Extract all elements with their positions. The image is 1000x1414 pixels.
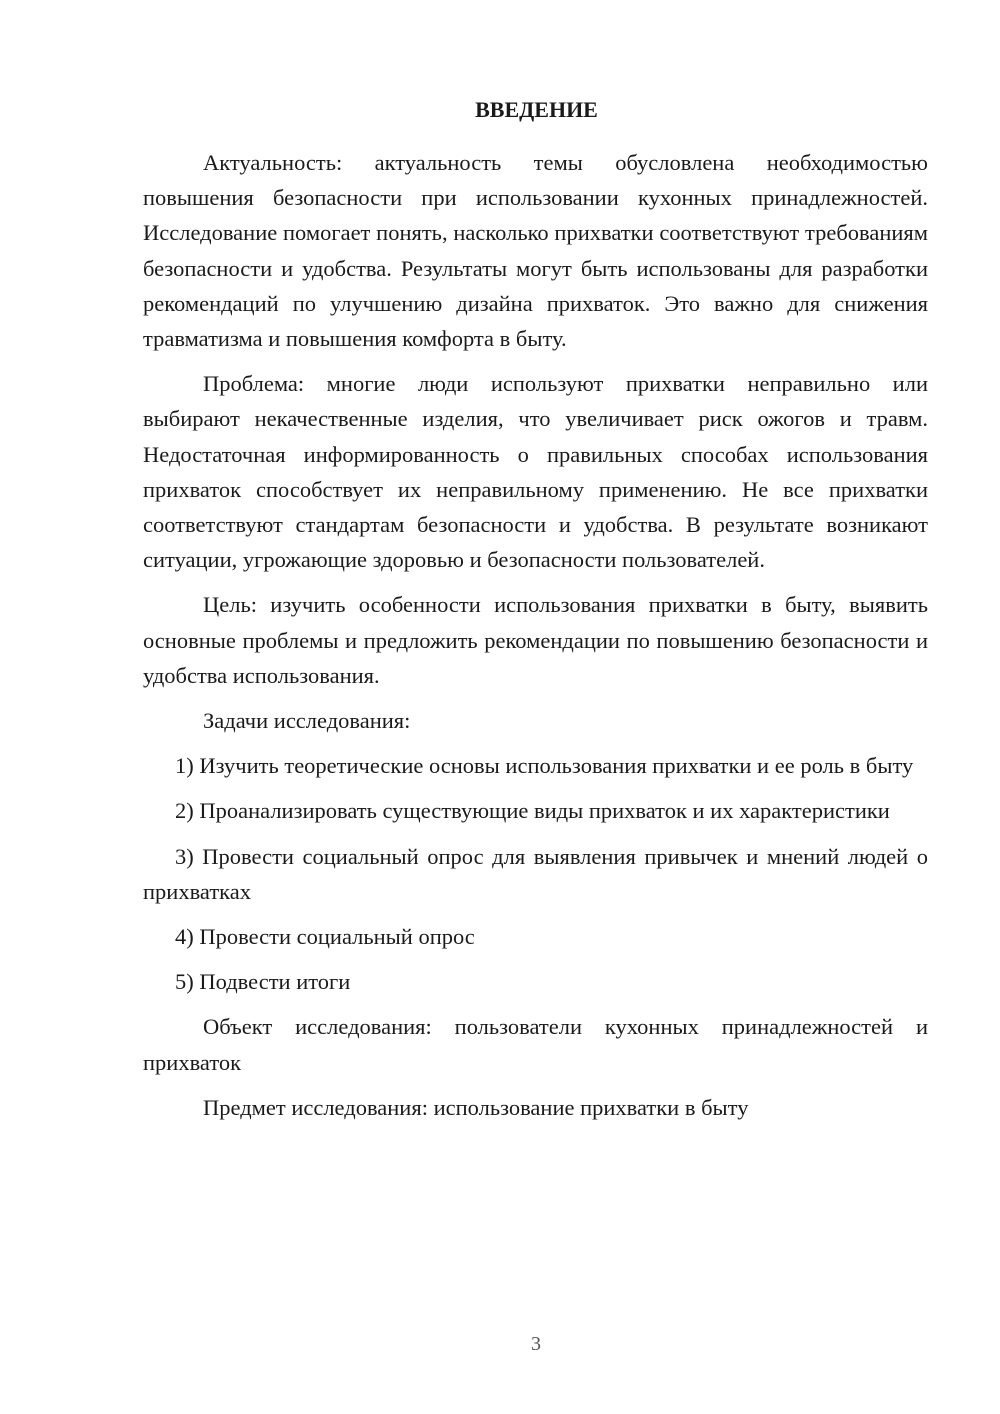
paragraph-goal: Цель: изучить особенности использования прихватки в быту, выявить основные проблемы и предложить рекомендации по повышению безопасности и удобства использования. <box>143 592 928 688</box>
section-title: ВВЕДЕНИЕ <box>475 97 598 122</box>
paragraph-relevance: Актуальность: актуальность темы обусловлена необходимостью повышения безопасности при использовании кухонных принадлежностей. Исследование помогает понять, насколько прихватки соответствуют требованиям безопасности и удобства. Результаты могут быть использованы для разработки рекомендаций по улучшению дизайна прихваток. Это важно для снижения травматизма и повышения комфорта в быту. <box>143 150 928 352</box>
page-number: 3 <box>531 1333 541 1355</box>
paragraph-object: Объект исследования: пользователи кухонных принадлежностей и прихваток <box>143 1014 928 1075</box>
task-item-4: 4) Провести социальный опрос <box>175 924 475 950</box>
tasks-heading: Задачи исследования: <box>203 708 411 734</box>
task-item-1: 1) Изучить теоретические основы использования прихватки и ее роль в быту <box>175 753 914 779</box>
task-item-3: 3) Провести социальный опрос для выявления привычек и мнений людей о прихватках <box>143 843 928 904</box>
paragraph-problem: Проблема: многие люди используют прихватки неправильно или выбирают некачественные изделия, что увеличивает риск ожогов и травм. Недостаточная информированность о правильных способах использования прихваток способствует их неправильному применению. Не все прихватки соответствуют стандартам безопасности и удобства. В результате возникают ситуации, угрожающие здоровью и безопасности пользователей. <box>143 371 928 573</box>
task-item-5: 5) Подвести итоги <box>175 969 351 995</box>
task-item-2: 2) Проанализировать существующие виды прихваток и их характеристики <box>175 798 890 824</box>
page-content <box>143 92 928 1135</box>
paragraph-subject: Предмет исследования: использование прихватки в быту <box>203 1094 749 1120</box>
